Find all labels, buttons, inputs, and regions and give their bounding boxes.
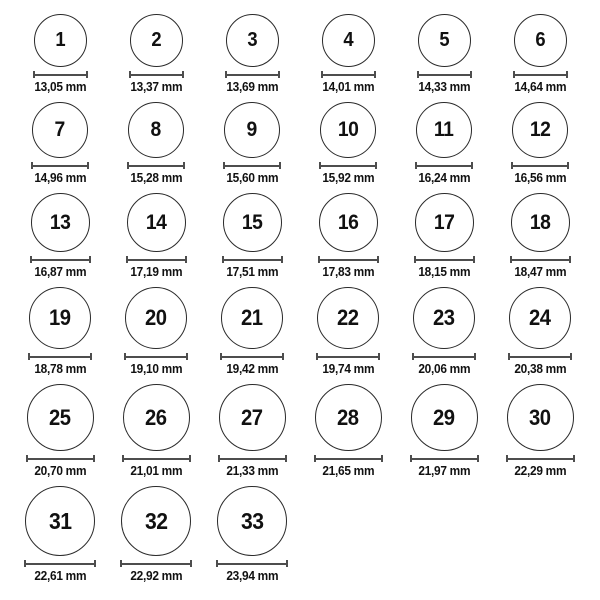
ring-size-number: 8 bbox=[150, 118, 162, 141]
diameter-ruler bbox=[508, 353, 572, 360]
diameter-ruler bbox=[511, 162, 569, 169]
diameter-label: 21,65 mm bbox=[322, 464, 374, 478]
ring-size-cell-11 bbox=[396, 102, 492, 185]
ring-size-cell-29 bbox=[396, 384, 492, 478]
diameter-ruler bbox=[218, 455, 287, 462]
ring-size-cell-7 bbox=[12, 102, 108, 185]
ring-size-cell-2 bbox=[108, 14, 204, 94]
diameter-label: 15,28 mm bbox=[130, 171, 182, 185]
ring-circle bbox=[317, 287, 379, 349]
ring-size-number: 24 bbox=[529, 305, 551, 330]
ring-size-number: 25 bbox=[49, 404, 71, 430]
diameter-ruler bbox=[510, 256, 571, 263]
ring-size-number: 3 bbox=[247, 29, 257, 51]
diameter-label: 18,15 mm bbox=[418, 265, 470, 279]
ring-size-cell-8 bbox=[108, 102, 204, 185]
ring-size-cell-23 bbox=[396, 287, 492, 376]
chart-row-4 bbox=[0, 287, 600, 376]
diameter-ruler bbox=[129, 71, 184, 78]
diameter-label: 13,05 mm bbox=[34, 80, 86, 94]
ring-size-number: 22 bbox=[337, 305, 359, 330]
diameter-label: 23,94 mm bbox=[226, 569, 278, 583]
diameter-label: 20,06 mm bbox=[418, 362, 470, 376]
ring-size-cell-9 bbox=[204, 102, 300, 185]
ring-size-number: 30 bbox=[529, 404, 551, 430]
ring-size-number: 23 bbox=[433, 305, 455, 330]
diameter-ruler bbox=[33, 71, 88, 78]
diameter-ruler bbox=[127, 162, 185, 169]
ring-circle bbox=[221, 287, 283, 349]
diameter-ruler bbox=[321, 71, 376, 78]
ring-circle bbox=[320, 102, 376, 158]
ring-circle bbox=[32, 102, 88, 158]
ring-circle bbox=[125, 287, 187, 349]
ring-size-number: 20 bbox=[145, 305, 167, 330]
ring-circle bbox=[127, 193, 186, 252]
ring-circle bbox=[123, 384, 190, 451]
diameter-ruler bbox=[410, 455, 479, 462]
diameter-label: 15,92 mm bbox=[322, 171, 374, 185]
ring-circle bbox=[34, 14, 87, 67]
diameter-ruler bbox=[417, 71, 472, 78]
ring-circle bbox=[511, 193, 570, 252]
diameter-label: 20,38 mm bbox=[514, 362, 566, 376]
ring-circle bbox=[315, 384, 382, 451]
ring-size-number: 5 bbox=[439, 29, 449, 51]
ring-size-number: 4 bbox=[343, 29, 353, 51]
diameter-label: 18,47 mm bbox=[514, 265, 566, 279]
ring-size-cell-20 bbox=[108, 287, 204, 376]
diameter-label: 21,97 mm bbox=[418, 464, 470, 478]
diameter-label: 21,01 mm bbox=[130, 464, 182, 478]
chart-row-1 bbox=[0, 14, 600, 94]
ring-size-cell-31 bbox=[12, 486, 108, 583]
ring-size-cell-1 bbox=[12, 14, 108, 94]
diameter-ruler bbox=[126, 256, 187, 263]
ring-size-number: 7 bbox=[54, 118, 66, 141]
ring-size-cell-18 bbox=[492, 193, 588, 279]
diameter-label: 21,33 mm bbox=[226, 464, 278, 478]
ring-size-number: 21 bbox=[241, 305, 263, 330]
ring-size-cell-6 bbox=[492, 14, 588, 94]
diameter-label: 16,24 mm bbox=[418, 171, 470, 185]
ring-size-cell-10 bbox=[300, 102, 396, 185]
ring-size-number: 27 bbox=[241, 404, 263, 430]
ring-size-number: 12 bbox=[529, 118, 551, 141]
ring-circle bbox=[31, 193, 90, 252]
ring-size-cell-33 bbox=[204, 486, 300, 583]
ring-size-number: 31 bbox=[48, 507, 72, 534]
diameter-ruler bbox=[415, 162, 473, 169]
ring-circle bbox=[413, 287, 475, 349]
ring-size-number: 33 bbox=[240, 507, 264, 534]
ring-circle bbox=[223, 193, 282, 252]
ring-size-number: 17 bbox=[433, 210, 455, 234]
ring-size-number: 26 bbox=[145, 404, 167, 430]
diameter-ruler bbox=[122, 455, 191, 462]
diameter-label: 13,37 mm bbox=[130, 80, 182, 94]
diameter-label: 22,61 mm bbox=[34, 569, 86, 583]
ring-size-number: 19 bbox=[49, 305, 71, 330]
ring-size-number: 14 bbox=[145, 210, 167, 234]
diameter-ruler bbox=[316, 353, 380, 360]
ring-size-cell-32 bbox=[108, 486, 204, 583]
ring-circle bbox=[507, 384, 574, 451]
diameter-label: 19,10 mm bbox=[130, 362, 182, 376]
ring-size-number: 10 bbox=[337, 118, 359, 141]
ring-size-cell-22 bbox=[300, 287, 396, 376]
ring-size-cell-25 bbox=[12, 384, 108, 478]
ring-size-number: 1 bbox=[55, 29, 65, 51]
ring-size-cell-21 bbox=[204, 287, 300, 376]
ring-circle bbox=[128, 102, 184, 158]
diameter-ruler bbox=[225, 71, 280, 78]
ring-size-cell-13 bbox=[12, 193, 108, 279]
diameter-ruler bbox=[318, 256, 379, 263]
diameter-label: 17,19 mm bbox=[130, 265, 182, 279]
ring-size-cell-14 bbox=[108, 193, 204, 279]
ring-circle bbox=[226, 14, 279, 67]
diameter-ruler bbox=[120, 560, 192, 567]
ring-circle bbox=[415, 193, 474, 252]
diameter-label: 18,78 mm bbox=[34, 362, 86, 376]
ring-circle bbox=[121, 486, 191, 556]
diameter-label: 19,42 mm bbox=[226, 362, 278, 376]
ring-circle bbox=[514, 14, 567, 67]
ring-size-cell-28 bbox=[300, 384, 396, 478]
ring-size-number: 6 bbox=[535, 29, 545, 51]
diameter-ruler bbox=[222, 256, 283, 263]
ring-size-cell-30 bbox=[492, 384, 588, 478]
diameter-label: 15,60 mm bbox=[226, 171, 278, 185]
diameter-label: 14,64 mm bbox=[514, 80, 566, 94]
diameter-ruler bbox=[314, 455, 383, 462]
diameter-ruler bbox=[513, 71, 568, 78]
chart-row-6 bbox=[0, 486, 600, 583]
ring-circle bbox=[416, 102, 472, 158]
ring-size-number: 9 bbox=[246, 118, 258, 141]
diameter-label: 20,70 mm bbox=[34, 464, 86, 478]
diameter-label: 16,87 mm bbox=[34, 265, 86, 279]
ring-circle bbox=[319, 193, 378, 252]
ring-size-number: 11 bbox=[434, 118, 454, 141]
diameter-label: 14,33 mm bbox=[418, 80, 470, 94]
diameter-ruler bbox=[220, 353, 284, 360]
ring-size-cell-27 bbox=[204, 384, 300, 478]
ring-circle bbox=[29, 287, 91, 349]
ring-size-cell-17 bbox=[396, 193, 492, 279]
ring-size-number: 15 bbox=[241, 210, 263, 234]
ring-size-number: 28 bbox=[337, 404, 359, 430]
ring-size-number: 18 bbox=[529, 210, 551, 234]
ring-size-cell-5 bbox=[396, 14, 492, 94]
diameter-label: 19,74 mm bbox=[322, 362, 374, 376]
diameter-ruler bbox=[124, 353, 188, 360]
ring-size-number: 13 bbox=[49, 210, 71, 234]
ring-size-number: 16 bbox=[337, 210, 359, 234]
diameter-ruler bbox=[26, 455, 95, 462]
diameter-ruler bbox=[412, 353, 476, 360]
diameter-ruler bbox=[414, 256, 475, 263]
ring-circle bbox=[217, 486, 287, 556]
chart-row-2 bbox=[0, 102, 600, 185]
diameter-ruler bbox=[31, 162, 89, 169]
ring-circle bbox=[130, 14, 183, 67]
ring-size-cell-3 bbox=[204, 14, 300, 94]
ring-size-cell-12 bbox=[492, 102, 588, 185]
diameter-label: 14,01 mm bbox=[322, 80, 374, 94]
ring-circle bbox=[418, 14, 471, 67]
diameter-ruler bbox=[506, 455, 575, 462]
ring-size-number: 29 bbox=[433, 404, 455, 430]
diameter-ruler bbox=[319, 162, 377, 169]
ring-size-cell-26 bbox=[108, 384, 204, 478]
chart-row-3 bbox=[0, 193, 600, 279]
diameter-ruler bbox=[30, 256, 91, 263]
diameter-label: 17,83 mm bbox=[322, 265, 374, 279]
ring-circle bbox=[25, 486, 95, 556]
diameter-label: 16,56 mm bbox=[514, 171, 566, 185]
ring-circle bbox=[512, 102, 568, 158]
diameter-ruler bbox=[24, 560, 96, 567]
ring-circle bbox=[509, 287, 571, 349]
ring-size-number: 32 bbox=[144, 507, 168, 534]
diameter-label: 14,96 mm bbox=[34, 171, 86, 185]
ring-size-cell-24 bbox=[492, 287, 588, 376]
ring-size-cell-16 bbox=[300, 193, 396, 279]
ring-circle bbox=[322, 14, 375, 67]
ring-circle bbox=[411, 384, 478, 451]
diameter-ruler bbox=[223, 162, 281, 169]
ring-circle bbox=[219, 384, 286, 451]
ring-circle bbox=[27, 384, 94, 451]
ring-size-cell-19 bbox=[12, 287, 108, 376]
diameter-ruler bbox=[216, 560, 288, 567]
ring-size-cell-4 bbox=[300, 14, 396, 94]
diameter-label: 22,92 mm bbox=[130, 569, 182, 583]
diameter-label: 13,69 mm bbox=[226, 80, 278, 94]
chart-row-5 bbox=[0, 384, 600, 478]
diameter-label: 22,29 mm bbox=[514, 464, 566, 478]
ring-circle bbox=[224, 102, 280, 158]
ring-size-cell-15 bbox=[204, 193, 300, 279]
ring-size-number: 2 bbox=[151, 29, 161, 51]
diameter-label: 17,51 mm bbox=[226, 265, 278, 279]
diameter-ruler bbox=[28, 353, 92, 360]
